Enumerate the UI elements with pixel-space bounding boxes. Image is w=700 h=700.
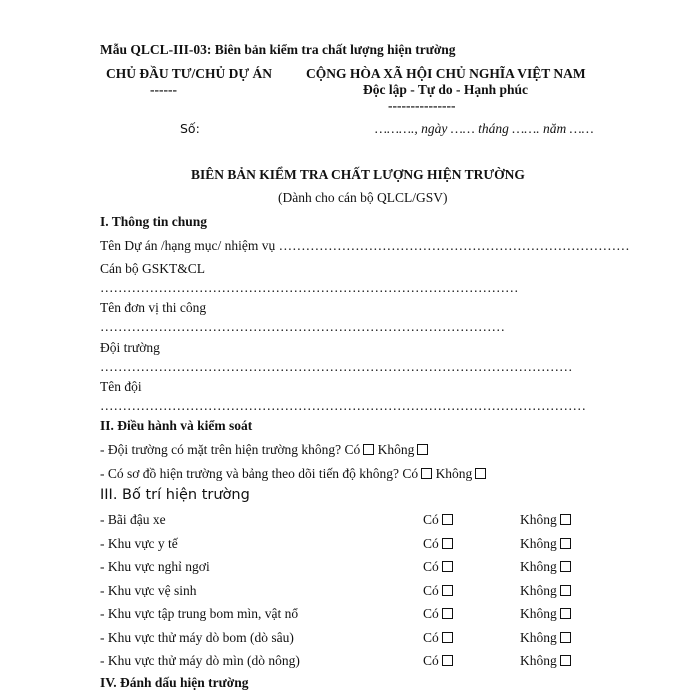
document-number-label: Số: xyxy=(180,121,200,136)
team-leader-label: Đội trường xyxy=(100,340,160,355)
yes-checkbox[interactable]: Có xyxy=(423,630,453,646)
yes-checkbox[interactable]: Có xyxy=(423,536,453,552)
nation-title: CỘNG HÒA XÃ HỘI CHỦ NGHĨA VIỆT NAM xyxy=(306,66,586,81)
layout-item-label: - Bãi đậu xe xyxy=(100,512,166,527)
question-site-map xyxy=(100,466,486,482)
no-checkbox[interactable]: Không xyxy=(520,512,571,528)
team-leader-field[interactable]: …………………………………………………………………………………………… xyxy=(100,359,573,374)
gskt-officer-field[interactable]: ………………………………………………………………………………… xyxy=(100,280,519,295)
employer-rule: ------ xyxy=(150,82,177,97)
layout-item-label: - Khu vực nghỉ ngơi xyxy=(100,559,210,574)
no-checkbox[interactable]: Không xyxy=(520,583,571,599)
yes-checkbox[interactable]: Có xyxy=(423,653,453,669)
nation-rule: --------------- xyxy=(388,98,456,113)
no-checkbox[interactable]: Không xyxy=(378,442,429,457)
section-4-heading: IV. Đánh dấu hiện trường xyxy=(100,675,249,690)
question-team-leader-present xyxy=(100,442,428,458)
yes-checkbox[interactable]: Có xyxy=(423,583,453,599)
layout-item-label: - Khu vực thử máy dò mìn (dò nông) xyxy=(100,653,300,668)
no-checkbox[interactable]: Không xyxy=(436,466,487,481)
section-3-heading: III. Bố trí hiện trường xyxy=(100,487,250,503)
section-2-heading: II. Điều hành và kiểm soát xyxy=(100,418,253,433)
no-checkbox[interactable]: Không xyxy=(520,630,571,646)
yes-checkbox[interactable]: - Đội trường có mặt trên hiện trường không? Có xyxy=(100,442,374,457)
yes-checkbox[interactable]: Có xyxy=(423,512,453,528)
gskt-officer-label: Cán bộ GSKT&CL xyxy=(100,261,206,276)
layout-item-label: - Khu vực thử máy dò bom (dò sâu) xyxy=(100,629,294,645)
team-name-field[interactable]: ……………………………………………………………………………………………… xyxy=(100,398,586,413)
no-checkbox[interactable]: Không xyxy=(520,559,571,575)
layout-item-label: - Khu vực y tế xyxy=(100,535,178,551)
yes-checkbox[interactable]: Có xyxy=(423,606,453,622)
employer-title: CHỦ ĐẦU TƯ/CHỦ DỰ ÁN xyxy=(106,66,272,81)
nation-motto: Độc lập - Tự do - Hạnh phúc xyxy=(363,82,529,97)
contractor-name-field[interactable]: ……………………………………………………………………………… xyxy=(100,319,505,334)
layout-item-label: - Khu vực tập trung bom mìn, vật nổ xyxy=(100,606,299,621)
team-name-label: Tên đội xyxy=(100,379,142,394)
form-code: Mẫu QLCL-III-03: Biên bản kiểm tra chất lượng hiện trường xyxy=(100,42,456,57)
contractor-name-label: Tên đơn vị thi công xyxy=(100,300,207,315)
no-checkbox[interactable]: Không xyxy=(520,653,571,669)
date-line: ………., ngày …… tháng ……. năm …… xyxy=(375,121,594,136)
document-subtitle: (Dành cho cán bộ QLCL/GSV) xyxy=(278,190,448,205)
yes-checkbox[interactable]: Có xyxy=(423,559,453,575)
no-checkbox[interactable]: Không xyxy=(520,536,571,552)
section-1-heading: I. Thông tin chung xyxy=(100,214,208,229)
document-title: BIÊN BẢN KIỂM TRA CHẤT LƯỢNG HIỆN TRƯỜNG xyxy=(191,167,525,182)
yes-checkbox[interactable]: - Có sơ đồ hiện trường và bảng theo dõi tiến độ không? Có xyxy=(100,466,432,481)
no-checkbox[interactable]: Không xyxy=(520,606,571,622)
project-name-field[interactable]: Tên Dự án /hạng mục/ nhiệm vụ …………………………………………………………………… xyxy=(100,238,630,253)
layout-item-label: - Khu vực vệ sinh xyxy=(100,582,197,598)
